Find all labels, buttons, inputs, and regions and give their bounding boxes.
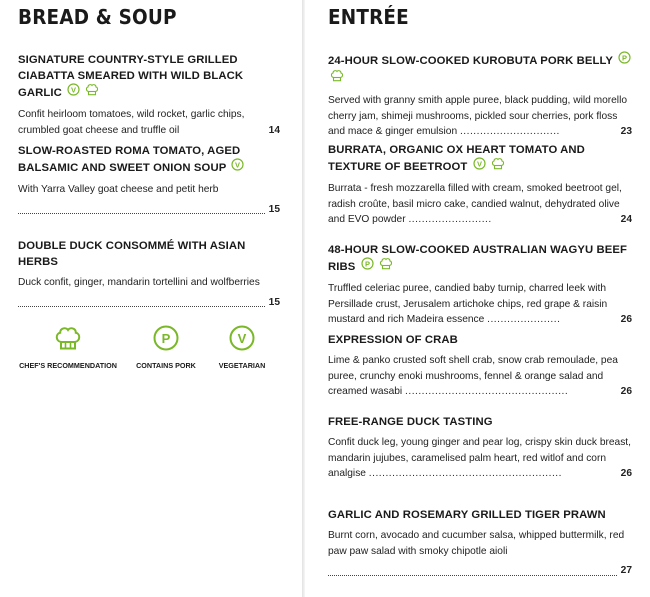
icon-legend	[18, 325, 280, 375]
item-name: GARLIC AND ROSEMARY GRILLED TIGER PRAWN	[328, 509, 606, 521]
item-description: With Yarra Valley goat cheese and petit herb	[18, 184, 219, 195]
menu-item	[18, 238, 280, 310]
item-name: FREE-RANGE DUCK TASTING	[328, 416, 493, 428]
entree-column	[328, 0, 632, 576]
item-description: Lime & panko crusted soft shell crab, snow crab remoulade, pea puree, crunchy enoki mushrooms, fennel & orange salad and creamed wasabi	[328, 355, 618, 397]
menu-item	[328, 414, 632, 482]
vegetarian-icon	[229, 330, 255, 355]
svg-text:V: V	[237, 330, 247, 346]
item-name: SIGNATURE COUNTRY-STYLE GRILLED CIABATTA SMEARED WITH WILD BLACK GARLIC	[18, 54, 244, 99]
menu-item	[328, 507, 632, 579]
dot-leader: .................................................	[405, 386, 569, 397]
vegetarian-icon	[231, 158, 244, 176]
item-name: BURRATA, ORGANIC OX HEART TOMATO AND TEXTURE OF BEETROOT	[328, 144, 585, 173]
item-price: 26	[620, 468, 632, 479]
item-description: Burrata - fresh mozzarella filled with cream, smoked beetroot gel, radish croûte, basil micro cake, candied walnut, dehydrated olive and EVO powder	[328, 183, 622, 225]
menu-item	[18, 52, 280, 138]
menu-item	[18, 143, 280, 217]
svg-text:V: V	[71, 85, 77, 95]
vegetarian-icon	[67, 83, 80, 101]
item-name: EXPRESSION OF CRAB	[328, 334, 458, 346]
item-price: 26	[620, 386, 632, 397]
item-name: 48-HOUR SLOW-COOKED AUSTRALIAN WAGYU BEEF RIBS	[328, 244, 628, 273]
pork-icon	[153, 330, 179, 355]
legend-label: VEGETARIAN	[218, 361, 266, 370]
menu-item	[328, 242, 632, 328]
item-description: Served with granny smith apple puree, black pudding, wild morello cherry jam, shimeji mushrooms, pickled sour cherries, pork floss and mace & ginger emulsion	[328, 95, 627, 137]
dot-leader	[328, 574, 617, 576]
menu-item	[328, 332, 632, 400]
dot-leader: ..........................................................	[368, 468, 562, 479]
item-price: 15	[268, 203, 280, 215]
svg-text:P: P	[161, 330, 171, 346]
svg-text:P: P	[622, 53, 628, 63]
chefs-hat-icon	[54, 338, 82, 355]
legend-label: CHEF'S RECOMMENDATION	[19, 361, 117, 370]
item-price: 27	[620, 565, 632, 576]
section-title-entree: ENTRÉE	[328, 5, 409, 29]
item-description: Truffled celeriac puree, candied baby turnip, charred leek with Persillade crust, Jerusalem artichoke chips, red grape & raisin mustard and rich Madeira essence	[328, 283, 608, 325]
legend-contains-pork	[132, 325, 200, 370]
dot-leader: ......................	[487, 314, 561, 325]
item-name: 24-HOUR SLOW-COOKED KUROBUTA PORK BELLY	[328, 54, 613, 67]
dot-leader	[18, 212, 265, 214]
dot-leader: ..............................	[459, 126, 560, 137]
item-description: Confit duck leg, young ginger and pear log, crispy skin duck breast, mandarin jujubes, caramelised palm heart, red witlof and corn analgise	[328, 437, 631, 479]
chefs-hat-icon	[379, 257, 393, 275]
menu-item	[328, 52, 632, 140]
item-price: 26	[620, 314, 632, 325]
pork-icon	[618, 51, 631, 69]
chefs-hat-icon	[85, 83, 99, 101]
item-description: Confit heirloom tomatoes, wild rocket, garlic chips, crumbled goat cheese and truffle oil	[18, 109, 245, 136]
svg-text:V: V	[476, 159, 482, 169]
item-name: DOUBLE DUCK CONSOMMÉ WITH ASIAN HERBS	[18, 240, 246, 268]
bread-soup-column	[18, 0, 280, 370]
item-price: 15	[268, 296, 280, 308]
item-price: 24	[620, 214, 632, 225]
pork-icon	[361, 257, 374, 275]
legend-chefs-recommendation	[18, 325, 118, 370]
chefs-hat-icon	[491, 157, 505, 175]
column-divider	[302, 0, 305, 597]
section-title-bread-soup: BREAD & SOUP	[18, 5, 177, 29]
legend-vegetarian	[214, 325, 270, 370]
item-name: SLOW-ROASTED ROMA TOMATO, AGED BALSAMIC AND SWEET ONION SOUP	[18, 145, 241, 174]
dot-leader: .........................	[408, 214, 492, 225]
vegetarian-icon	[473, 157, 486, 175]
item-description: Burnt corn, avocado and cucumber salsa, whipped buttermilk, red paw paw salad with smoky chipotle aioli	[328, 530, 625, 557]
item-price: 23	[620, 126, 632, 137]
dot-leader	[18, 305, 265, 307]
svg-text:P: P	[364, 259, 370, 269]
item-price: 14	[268, 124, 280, 136]
menu-item	[328, 142, 632, 228]
legend-label: CONTAINS PORK	[136, 361, 196, 370]
chefs-hat-icon	[330, 69, 344, 87]
item-description: Duck confit, ginger, mandarin tortellini and wolfberries	[18, 277, 260, 288]
svg-text:V: V	[235, 160, 241, 170]
